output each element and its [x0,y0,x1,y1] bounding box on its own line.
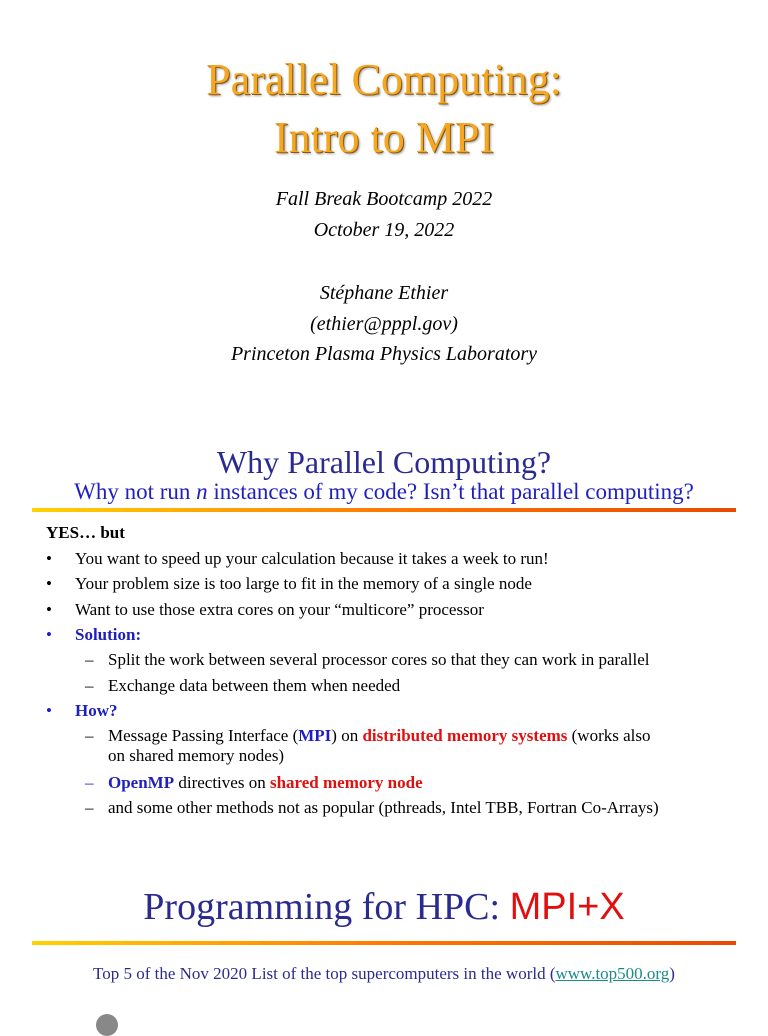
author-name: Stéphane Ethier [319,282,449,304]
gradient-divider [32,941,736,945]
solution-label: Solution: [75,625,142,644]
cropped-graphic [96,1014,118,1036]
bullet-marker: • [46,600,52,619]
slide-title-line2: Intro to MPI [274,113,494,162]
dash-marker: – [85,773,94,792]
slide-title-line1: Parallel Computing: [206,55,562,104]
dash-marker: – [85,676,94,695]
bullet-item: Want to use those extra cores on your “multicore” processor [75,600,484,619]
sub-item-mpi: Message Passing Interface (MPI) on distributed memory systems (works also [108,726,651,745]
bullet-item: Your problem size is too large to fit in the memory of a single node [75,574,532,593]
top500-link[interactable]: www.top500.org [555,964,670,983]
top500-caption: Top 5 of the Nov 2020 List of the top supercomputers in the world (www.top500.org) [93,964,675,983]
sub-item-openmp: OpenMP directives on shared memory node [108,773,423,792]
gradient-divider [32,508,736,512]
dash-marker: – [85,726,94,745]
dash-marker: – [85,650,94,669]
sub-item: Exchange data between them when needed [108,676,401,695]
dash-marker: – [85,798,94,817]
event-date: October 19, 2022 [313,219,455,241]
bullet-marker: • [46,625,52,644]
bullet-marker: • [46,549,52,568]
how-label: How? [75,701,118,720]
author-affiliation: Princeton Plasma Physics Laboratory [230,343,538,365]
sub-item-other: and some other methods not as popular (pthreads, Intel TBB, Fortran Co-Arrays) [108,798,659,817]
sub-item-mpi-cont: on shared memory nodes) [108,746,285,765]
title-slide [0,0,768,400]
yes-but-heading: YES… but [46,523,125,542]
section-title: Why Parallel Computing? [216,444,552,480]
bullet-marker: • [46,574,52,593]
bullet-item: You want to speed up your calculation because it takes a week to run! [75,549,549,568]
bullet-marker: • [46,701,52,720]
section-subtitle: Why not run n instances of my code? Isn’t that parallel computing? [74,479,694,504]
hpc-title: Programming for HPC: MPI+X [143,886,625,928]
sub-item: Split the work between several processor cores so that they can work in parallel [108,650,650,669]
event-name: Fall Break Bootcamp 2022 [275,188,493,210]
author-email: (ethier@pppl.gov) [310,313,458,335]
